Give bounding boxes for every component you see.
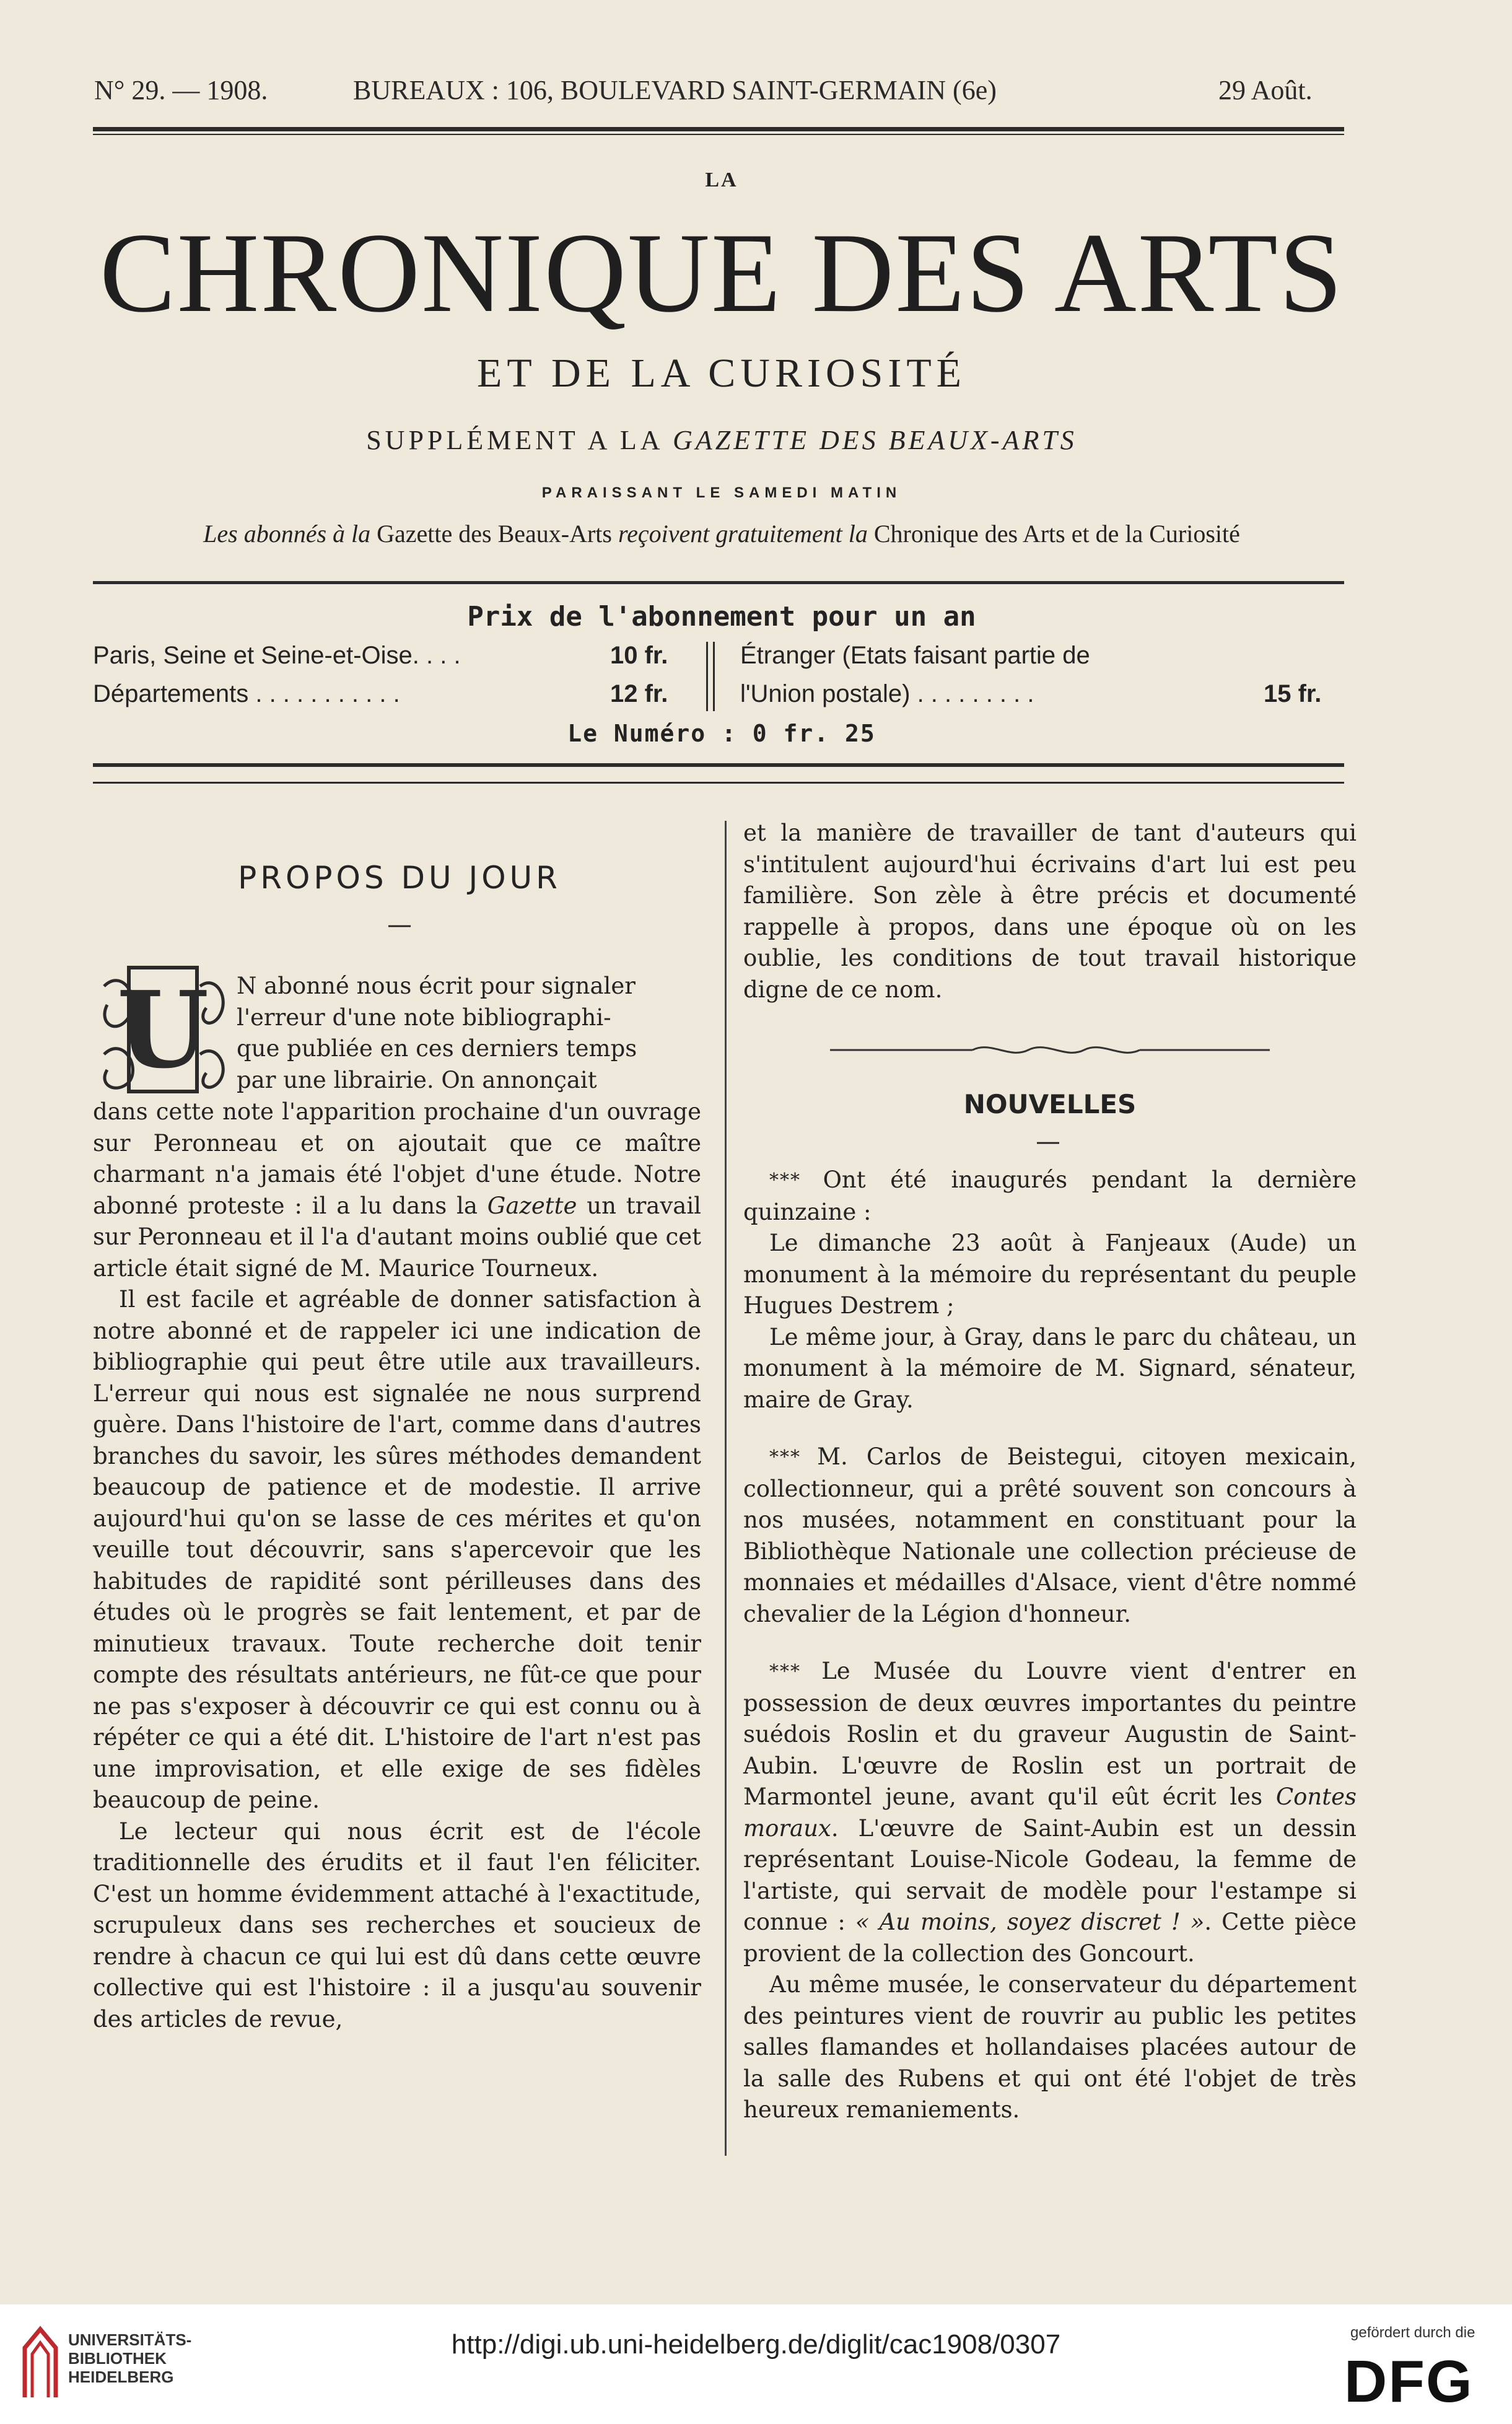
subscription-rule bbox=[93, 763, 1344, 767]
p1-text: dans cette note l'apparition prochaine d'un ouvrage sur Peronneau et on ajoutait que ce maître charmant n'a jamais été l'objet d'une étude. Notre abonné proteste : il a lu dans la bbox=[93, 1098, 701, 1219]
nouvelles-heading: NOUVELLES bbox=[963, 1089, 1137, 1119]
n3-text-b: . L'œuvre de Saint-Aubin est un dessin représentant Louise-Nicole Godeau, la femme de l'artiste, qui servait de modèle pour l'estampe si connue : bbox=[743, 1814, 1357, 1935]
ornamental-divider bbox=[830, 1041, 1270, 1059]
paris-label: Paris, Seine et Seine-et-Oise. . . . bbox=[93, 642, 461, 669]
library-name-line-3: HEIDELBERG bbox=[68, 2368, 174, 2386]
subscription-divider-2 bbox=[713, 642, 715, 711]
permalink-url[interactable]: http://digi.ub.uni-heidelberg.de/diglit/cac1908/0307 bbox=[451, 2329, 1061, 2360]
nouvelles-body bbox=[743, 1165, 1357, 2126]
n3-contes: Contes moraux bbox=[743, 1783, 1357, 1842]
news-item-3 bbox=[743, 1656, 1357, 1969]
subscription-title: Prix de l'abonnement pour un an bbox=[467, 601, 976, 632]
paris-price: 10 fr. bbox=[610, 642, 668, 669]
news-item-2 bbox=[743, 1442, 1357, 1630]
dfg-logo[interactable]: DFG bbox=[1344, 2348, 1474, 2415]
abonnes-italic-2: reçoivent gratuitement la bbox=[618, 520, 868, 548]
header-rule bbox=[93, 127, 1344, 131]
propos-paragraph-1 bbox=[93, 1096, 701, 1284]
etranger-price: 15 fr. bbox=[1264, 680, 1322, 707]
opening-line-1: N abonné nous écrit pour signaler bbox=[237, 973, 636, 999]
news-item-1-a: Le dimanche 23 août à Fanjeaux (Aude) un monument à la mémoire du représentant du peuple Hugues Destrem ; bbox=[743, 1230, 1357, 1319]
etranger-line-2: l'Union postale) . . . . . . . . . bbox=[740, 680, 1034, 707]
header-rule-thin bbox=[93, 134, 1344, 135]
propos-paragraph-2: Il est facile et agréable de donner satisfaction à notre abonné et de rappeler ici une indication de bibliographie qui peut être utile aux travailleurs. L'erreur qui nous est signalée ne nous surprend guère. Dans l'histoire de l'art, comme dans d'autres branches du savoir, les sûres méthodes demandent beaucoup de patience et de modestie. Il arrive aujourd'hui qu'on se lasse de ces mérites et qu'on veuille tout découvrir, sans s'apercevoir que les habitudes de rapidité sont périlleuses dans des études où le progrès se fait lentement, et par de minutieux travaux. Toute recherche doit tenir compte des résultats antérieurs, ne fût-ce que pour ne pas s'exposer à découvrir ce qui est connu ou à répéter ce qui a été dit. L'histoire de l'art n'est pas une improvisation, et elle exige de ses fidèles beaucoup de peine. bbox=[93, 1286, 701, 1813]
n1-intro: Ont été inaugurés pendant la dernière quinzaine : bbox=[743, 1166, 1357, 1225]
right-column-continuation bbox=[743, 818, 1357, 1005]
propos-body bbox=[93, 1096, 701, 2035]
bureaux-address: BUREAUX : 106, BOULEVARD SAINT-GERMAIN (6e) bbox=[353, 75, 997, 105]
n2-text: M. Carlos de Beistegui, citoyen mexicain, collectionneur, qui a prêté souvent son concours à nos musées, notamment en constituant pour la Bibliothèque Nationale une collection précieuse de monnaies et médailles d'Alsace, vient d'être nommé chevalier de la Légion d'honneur. bbox=[743, 1443, 1357, 1627]
departements-price: 12 fr. bbox=[610, 680, 668, 707]
news-item-4: Au même musée, le conservateur du département des peintures vient de rouvrir au public les petites salles flamandes et hollandaises placées autour de la salle des Rubens et qui ont été l'objet de très heureux remaniements. bbox=[743, 1971, 1357, 2123]
supplement-prefix: SUPPLÉMENT A LA bbox=[366, 425, 663, 455]
opening-line-3: que publiée en ces derniers temps bbox=[237, 1035, 637, 1062]
continuation-paragraph: et la manière de travailler de tant d'auteurs qui s'intitulent aujourd'hui écrivains d'art lui est peu familière. Son zèle à être précis et documenté rappelle à propos, dans une époque où on les oublie, les conditions de tout travail historique digne de ce nom. bbox=[743, 820, 1357, 1003]
issue-date: 29 Août. bbox=[1218, 75, 1313, 105]
n3-text-c: . Cette pièce provient de la collection des Goncourt. bbox=[743, 1909, 1357, 1967]
abonnes-text-2: Chronique des Arts et de la Curiosité bbox=[873, 520, 1240, 548]
stars-ornament: * * * bbox=[769, 1446, 798, 1468]
subscription-rule-thin bbox=[93, 782, 1344, 784]
funded-by-label: gefördert durch die bbox=[1350, 2324, 1475, 2341]
supplement-gazette: GAZETTE DES BEAUX-ARTS bbox=[673, 425, 1077, 455]
stars-ornament: * * * bbox=[769, 1661, 798, 1682]
n3-text-a: Le Musée du Louvre vient d'entrer en possession de deux œuvres importantes du peintre suédois Roslin et du graveur Augustin de Saint-Aubin. L'œuvre de Roslin est un portrait de Marmontel jeune, avant qu'il eût écrit les bbox=[743, 1658, 1357, 1810]
p1-end: un travail sur Peronneau et il l'a d'autant moins oublié que cet article était signé de M. Maurice Tourneux. bbox=[93, 1192, 701, 1282]
departements-label: Départements . . . . . . . . . . . bbox=[93, 680, 400, 707]
propos-paragraph-3: Le lecteur qui nous écrit est de l'école traditionnelle des érudits et il faut l'en féliciter. C'est un homme évidemment attaché à l'exactitude, scrupuleux dans ses recherches et soucieux de rendre à chacun ce qui lui est dû dans cette œuvre collective qui est l'histoire : il a jusqu'au souvenir des articles de revue, bbox=[93, 1818, 701, 2032]
masthead-la: LA bbox=[705, 168, 738, 191]
stars-ornament: * * * bbox=[769, 1170, 798, 1191]
masthead-title: CHRONIQUE DES ARTS bbox=[99, 209, 1344, 336]
issue-number: N° 29. — 1908. bbox=[94, 75, 268, 105]
opening-line-4: par une librairie. On annonçait bbox=[237, 1066, 597, 1093]
library-name-line-1: UNIVERSITÄTS- bbox=[68, 2330, 192, 2349]
n3-estampe-title: « Au moins, soyez discret ! » bbox=[855, 1909, 1205, 1935]
propos-dash: — bbox=[387, 911, 412, 939]
dropcap-letter: U bbox=[116, 968, 209, 1092]
masthead-rule bbox=[93, 581, 1344, 584]
numero-price: Le Numéro : 0 fr. 25 bbox=[567, 720, 876, 747]
supplement-line bbox=[0, 424, 1443, 456]
etranger-line-1: Étranger (Etats faisant partie de bbox=[740, 642, 1090, 669]
p1-gazette: Gazette bbox=[487, 1192, 577, 1219]
abonnes-text-1: Gazette des Beaux-Arts bbox=[377, 520, 612, 548]
masthead-subtitle: ET DE LA CURIOSITÉ bbox=[477, 351, 966, 396]
column-divider bbox=[725, 821, 727, 2156]
propos-opening-lines bbox=[237, 971, 701, 1096]
opening-line-2: l'erreur d'une note bibliographi- bbox=[237, 1004, 611, 1031]
news-item-1-b: Le même jour, à Gray, dans le parc du château, un monument à la mémoire de M. Signard, sénateur, maire de Gray. bbox=[743, 1323, 1357, 1413]
subscription-divider bbox=[706, 642, 708, 711]
news-item-1-intro bbox=[743, 1165, 1357, 1228]
decorative-dropcap bbox=[92, 961, 234, 1098]
propos-heading: PROPOS DU JOUR bbox=[238, 860, 561, 896]
nouvelles-dash: — bbox=[1036, 1127, 1060, 1156]
parution-line: PARAISSANT LE SAMEDI MATIN bbox=[541, 484, 902, 501]
abonnes-line bbox=[0, 519, 1443, 548]
library-name-line-2: BIBLIOTHEK bbox=[68, 2349, 167, 2368]
abonnes-italic-1: Les abonnés à la bbox=[203, 520, 371, 548]
header-line bbox=[94, 74, 1345, 118]
